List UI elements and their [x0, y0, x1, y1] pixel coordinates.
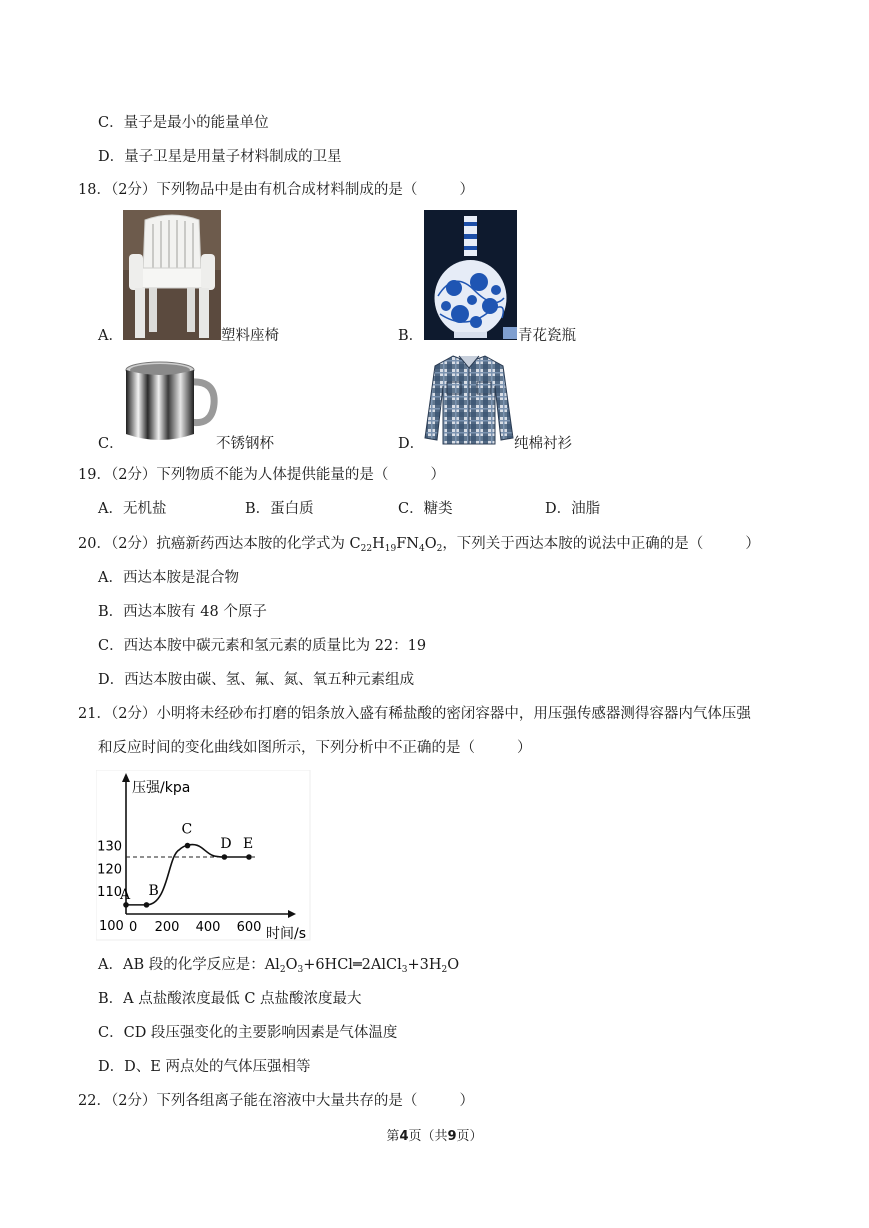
formula-o: O — [424, 536, 437, 552]
q20-option-b: B．西达本胺有 48 个原子 — [98, 604, 267, 620]
formula-h: H — [372, 536, 385, 552]
q17-option-d: D．量子卫星是用量子材料制成的卫星 — [98, 149, 342, 165]
q19-option-d: D．油脂 — [545, 501, 601, 517]
point-label-a: A — [120, 886, 131, 903]
q22-stem — [78, 1092, 474, 1110]
page-footer — [0, 1125, 869, 1144]
q19-stem — [78, 466, 445, 484]
q18-option-b-label: 青花瓷瓶 — [518, 328, 576, 344]
formula-sub-o: 2 — [436, 544, 443, 554]
q18-option-c-label: 不锈钢杯 — [216, 436, 274, 452]
q22-stem-text: 22．（2分）下列各组离子能在溶液中大量共存的是（ — [78, 1093, 418, 1109]
q21-a-part5: O — [447, 957, 460, 973]
q20-option-d: D．西达本胺由碳、氢、氟、氮、氧五种元素组成 — [98, 672, 415, 688]
q21-stem-line2 — [98, 739, 532, 757]
q21-a-sub3: 3 — [401, 965, 408, 975]
q18-option-d-letter: D． — [398, 436, 425, 452]
q21-a-part1: A．AB 段的化学反应是：Al — [98, 957, 280, 973]
cotton-shirt-icon — [423, 352, 515, 446]
q21-a-sub2: 3 — [297, 965, 304, 975]
pressure-time-chart — [96, 770, 326, 948]
q21-a-sub1: 2 — [279, 965, 286, 975]
x-axis-label: 时间/s — [266, 926, 307, 942]
point-label-d: D — [220, 836, 232, 852]
y-tick-label: 120 — [97, 862, 122, 878]
y-tick-label: 130 — [97, 839, 122, 855]
q21-a-part2: O — [285, 957, 298, 973]
point-label-c: C — [181, 821, 193, 838]
x-tick-label: 600 — [236, 920, 262, 935]
q19-stem-end: ） — [430, 467, 445, 483]
q20-stem-end: ） — [745, 536, 760, 552]
q22-stem-end: ） — [459, 1093, 474, 1109]
q21-a-part4: +3H — [407, 957, 442, 973]
q18-stem-end: ） — [459, 182, 474, 198]
data-point-d — [222, 854, 228, 860]
x-tick-label: 200 — [154, 920, 180, 935]
footer-mid: 页（共 — [408, 1129, 448, 1144]
q20-option-c: C．西达本胺中碳元素和氢元素的质量比为 22：19 — [98, 638, 427, 654]
q21-stem-line1: 21．（2分）小明将未经砂布打磨的铝条放入盛有稀盐酸的密闭容器中，用压强传感器测得容器内气体压强 — [78, 706, 751, 722]
x-tick-label: 400 — [195, 920, 221, 935]
q18-stem-text: 18．（2分）下列物品中是由有机合成材料制成的是（ — [78, 182, 418, 198]
plastic-chair-icon — [123, 210, 221, 340]
q18-option-a-letter: A． — [98, 328, 123, 344]
formula-sub-n: 4 — [418, 544, 425, 554]
q19-option-b: B．蛋白质 — [245, 501, 314, 517]
formula-sub-h: 19 — [384, 544, 397, 554]
q21-option-d: D．D、E 两点处的气体压强相等 — [98, 1059, 311, 1075]
q17-option-c: C．量子是最小的能量单位 — [98, 115, 269, 131]
footer-total-pages: 9 — [447, 1129, 457, 1144]
point-label-e: E — [243, 836, 254, 852]
vase-image-icon — [503, 327, 517, 339]
q21-option-a — [98, 956, 459, 979]
q18-option-b-letter: B． — [398, 328, 424, 344]
q21-option-b: B．A 点盐酸浓度最低 C 点盐酸浓度最大 — [98, 991, 362, 1007]
data-point-c — [185, 843, 191, 849]
footer-page-number: 4 — [399, 1129, 409, 1144]
data-point-e — [246, 854, 252, 860]
data-point-b — [144, 902, 150, 908]
q21-a-part3: +6HCl═2AlCl — [303, 957, 402, 973]
porcelain-vase-icon — [424, 210, 517, 340]
q18-stem — [78, 181, 474, 199]
q18-option-a-label: 塑料座椅 — [221, 328, 279, 344]
y-axis-label: 压强/kpa — [132, 780, 191, 796]
q21-a-sub4: 2 — [441, 965, 448, 975]
q21-stem-line2-text: 和反应时间的变化曲线如图所示，下列分析中不正确的是（ — [98, 740, 475, 756]
q19-option-c: C．糖类 — [398, 501, 453, 517]
q20-stem — [78, 535, 760, 558]
q21-option-c: C．CD 段压强变化的主要影响因素是气体温度 — [98, 1025, 398, 1041]
footer-post: 页） — [456, 1129, 483, 1144]
q18-option-c-letter: C． — [98, 436, 124, 452]
point-label-b: B — [148, 882, 159, 899]
x-tick-label: 0 — [129, 920, 138, 935]
q20-option-a: A．西达本胺是混合物 — [98, 570, 239, 586]
formula-fn: FN — [396, 536, 419, 552]
steel-cup-icon — [120, 360, 218, 446]
footer-pre: 第 — [386, 1129, 400, 1144]
y-tick-label: 100 — [99, 919, 124, 934]
q19-stem-text: 19．（2分）下列物质不能为人体提供能量的是（ — [78, 467, 389, 483]
q19-option-a: A．无机盐 — [98, 501, 167, 517]
formula-sub-c: 22 — [360, 544, 373, 554]
data-point-a — [123, 902, 129, 908]
q20-stem-a: 20．（2分）抗癌新药西达本胺的化学式为 C — [78, 536, 361, 552]
q20-stem-b: ，下列关于西达本胺的说法中正确的是（ — [442, 536, 704, 552]
q18-option-d-label: 纯棉衬衫 — [514, 436, 572, 452]
y-tick-label: 110 — [97, 885, 122, 901]
q21-stem-end: ） — [517, 740, 532, 756]
